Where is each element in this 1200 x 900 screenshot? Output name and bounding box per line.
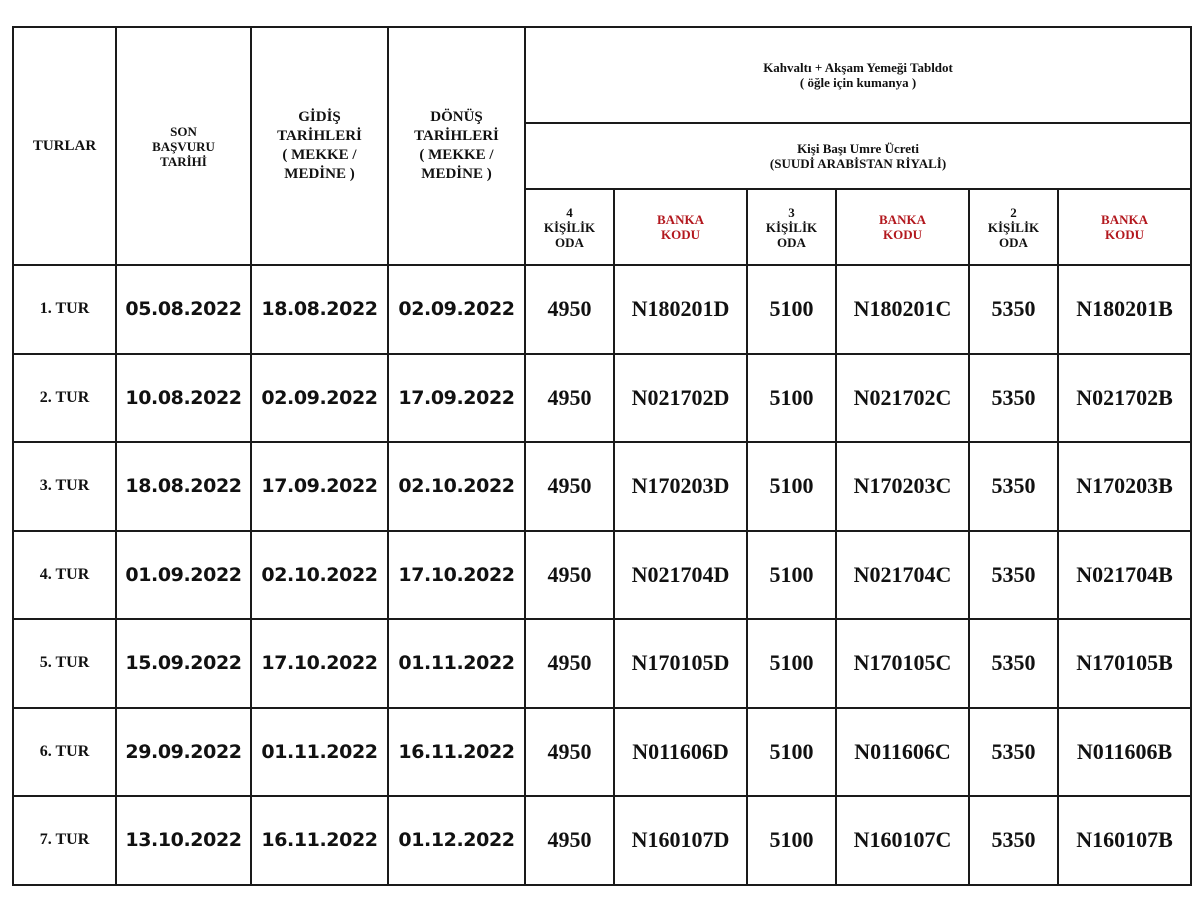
cell-code-3: N160107C xyxy=(836,796,969,885)
umre-table-wrapper xyxy=(12,26,1192,886)
table-row xyxy=(13,708,1191,797)
header-son-basvuru-line: TARİHİ xyxy=(160,153,207,169)
header-bank-code-line: BANKA xyxy=(879,212,926,227)
header-gidis-line: TARİHLERİ xyxy=(277,128,362,144)
cell-son-basvuru: 10.08.2022 xyxy=(116,354,251,443)
header-bank-code-4 xyxy=(614,189,747,265)
cell-son-basvuru: 05.08.2022 xyxy=(116,265,251,354)
cell-price-2: 5350 xyxy=(969,354,1058,443)
cell-price-3: 5100 xyxy=(747,265,836,354)
cell-gidis: 02.10.2022 xyxy=(251,531,388,620)
cell-son-basvuru: 29.09.2022 xyxy=(116,708,251,797)
header-room-line: ODA xyxy=(555,234,584,250)
cell-code-2: N170203B xyxy=(1058,442,1191,531)
cell-code-2: N011606B xyxy=(1058,708,1191,797)
cell-donus: 01.12.2022 xyxy=(388,796,525,885)
cell-code-3: N180201C xyxy=(836,265,969,354)
table-row xyxy=(13,442,1191,531)
cell-gidis: 17.09.2022 xyxy=(251,442,388,531)
header-turlar xyxy=(13,27,116,265)
cell-price-4: 4950 xyxy=(525,531,614,620)
table-row xyxy=(13,796,1191,885)
cell-code-3: N011606C xyxy=(836,708,969,797)
umre-tour-table xyxy=(12,26,1192,886)
table-row xyxy=(13,619,1191,708)
cell-price-3: 5100 xyxy=(747,354,836,443)
header-room-2 xyxy=(969,189,1058,265)
header-donus xyxy=(388,27,525,265)
header-gidis-line: MEDİNE ) xyxy=(284,166,355,182)
cell-gidis: 18.08.2022 xyxy=(251,265,388,354)
cell-price-3: 5100 xyxy=(747,442,836,531)
cell-code-3: N170203C xyxy=(836,442,969,531)
header-son-basvuru-line: BAŞVURU xyxy=(152,138,215,154)
cell-tur: 1. TUR xyxy=(13,265,116,354)
table-row xyxy=(13,354,1191,443)
header-room-line: 2 xyxy=(1010,204,1017,220)
cell-code-4: N011606D xyxy=(614,708,747,797)
header-donus-line: TARİHLERİ xyxy=(414,128,499,144)
cell-tur: 3. TUR xyxy=(13,442,116,531)
cell-code-4: N021704D xyxy=(614,531,747,620)
header-room-line: 3 xyxy=(788,204,795,220)
header-meal-line: ( öğle için kumanya ) xyxy=(799,75,917,90)
cell-price-4: 4950 xyxy=(525,354,614,443)
header-room-line: KİŞİLİK xyxy=(765,219,818,235)
cell-code-3: N170105C xyxy=(836,619,969,708)
cell-price-2: 5350 xyxy=(969,796,1058,885)
header-gidis xyxy=(251,27,388,265)
cell-code-2: N160107B xyxy=(1058,796,1191,885)
header-bank-code-line: BANKA xyxy=(657,212,704,227)
cell-price-4: 4950 xyxy=(525,708,614,797)
cell-gidis: 01.11.2022 xyxy=(251,708,388,797)
cell-price-2: 5350 xyxy=(969,265,1058,354)
header-price-title-line: (SUUDİ ARABİSTAN RİYALİ) xyxy=(769,156,947,171)
header-meal xyxy=(525,27,1191,123)
header-bank-code-line: KODU xyxy=(883,227,922,242)
header-bank-code-3 xyxy=(836,189,969,265)
header-bank-code-line: BANKA xyxy=(1101,212,1148,227)
cell-tur: 2. TUR xyxy=(13,354,116,443)
header-room-line: ODA xyxy=(999,234,1028,250)
cell-gidis: 02.09.2022 xyxy=(251,354,388,443)
cell-tur: 7. TUR xyxy=(13,796,116,885)
cell-donus: 17.09.2022 xyxy=(388,354,525,443)
cell-donus: 17.10.2022 xyxy=(388,531,525,620)
header-room-line: 4 xyxy=(566,204,573,220)
cell-tur: 5. TUR xyxy=(13,619,116,708)
header-bank-code-2 xyxy=(1058,189,1191,265)
header-bank-code-line: KODU xyxy=(1105,227,1145,242)
header-gidis-line: GİDİŞ xyxy=(298,109,341,125)
header-son-basvuru-line: SON xyxy=(170,123,197,139)
cell-gidis: 16.11.2022 xyxy=(251,796,388,885)
cell-price-4: 4950 xyxy=(525,619,614,708)
cell-code-2: N180201B xyxy=(1058,265,1191,354)
cell-donus: 01.11.2022 xyxy=(388,619,525,708)
cell-price-3: 5100 xyxy=(747,619,836,708)
cell-donus: 16.11.2022 xyxy=(388,708,525,797)
cell-code-4: N170105D xyxy=(614,619,747,708)
cell-code-4: N160107D xyxy=(614,796,747,885)
cell-code-4: N170203D xyxy=(614,442,747,531)
cell-price-2: 5350 xyxy=(969,619,1058,708)
cell-donus: 02.09.2022 xyxy=(388,265,525,354)
cell-code-4: N021702D xyxy=(614,354,747,443)
header-room-line: KİŞİLİK xyxy=(987,219,1040,235)
cell-son-basvuru: 13.10.2022 xyxy=(116,796,251,885)
header-meal-line: Kahvaltı + Akşam Yemeği Tabldot xyxy=(763,60,953,75)
header-price-title xyxy=(525,123,1191,189)
header-gidis-line: ( MEKKE / xyxy=(282,147,357,163)
header-price-title-line: Kişi Başı Umre Ücreti xyxy=(797,141,919,156)
header-room-line: ODA xyxy=(777,234,806,250)
cell-code-2: N021702B xyxy=(1058,354,1191,443)
cell-code-2: N170105B xyxy=(1058,619,1191,708)
cell-price-2: 5350 xyxy=(969,531,1058,620)
cell-price-4: 4950 xyxy=(525,265,614,354)
cell-tur: 6. TUR xyxy=(13,708,116,797)
cell-son-basvuru: 01.09.2022 xyxy=(116,531,251,620)
header-room-4 xyxy=(525,189,614,265)
table-row xyxy=(13,531,1191,620)
cell-tur: 4. TUR xyxy=(13,531,116,620)
header-donus-line: ( MEKKE / xyxy=(419,147,494,163)
header-bank-code-line: KODU xyxy=(661,227,700,242)
header-donus-line: MEDİNE ) xyxy=(421,166,492,182)
cell-price-4: 4950 xyxy=(525,442,614,531)
cell-code-4: N180201D xyxy=(614,265,747,354)
header-donus-line: DÖNÜŞ xyxy=(430,109,483,125)
cell-code-3: N021704C xyxy=(836,531,969,620)
cell-code-3: N021702C xyxy=(836,354,969,443)
table-row xyxy=(13,265,1191,354)
cell-gidis: 17.10.2022 xyxy=(251,619,388,708)
cell-donus: 02.10.2022 xyxy=(388,442,525,531)
header-room-3 xyxy=(747,189,836,265)
cell-son-basvuru: 15.09.2022 xyxy=(116,619,251,708)
cell-price-3: 5100 xyxy=(747,708,836,797)
header-room-line: KİŞİLİK xyxy=(543,219,596,235)
cell-price-3: 5100 xyxy=(747,796,836,885)
cell-price-2: 5350 xyxy=(969,708,1058,797)
header-son-basvuru xyxy=(116,27,251,265)
header-turlar-text: TURLAR xyxy=(32,137,97,154)
cell-son-basvuru: 18.08.2022 xyxy=(116,442,251,531)
cell-price-2: 5350 xyxy=(969,442,1058,531)
cell-price-3: 5100 xyxy=(747,531,836,620)
cell-code-2: N021704B xyxy=(1058,531,1191,620)
cell-price-4: 4950 xyxy=(525,796,614,885)
